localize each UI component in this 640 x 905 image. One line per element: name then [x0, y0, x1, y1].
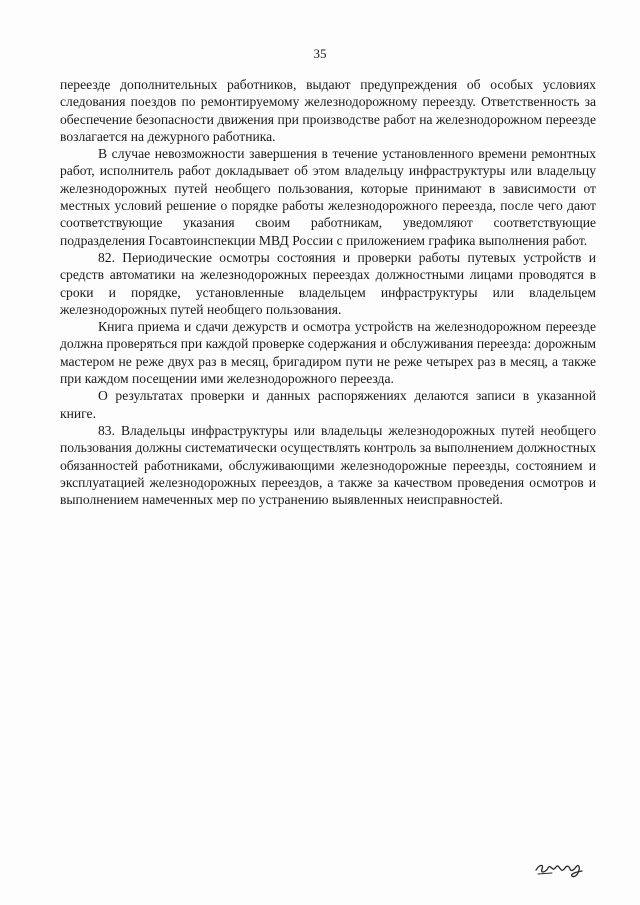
paragraph-inspection-records: О результатах проверки и данных распоряжениях делаются записи в указанной книге. [60, 388, 596, 421]
paragraph-duty-log-book: Книга приема и сдачи дежурств и осмотра устройств на железнодорожном переезде должна проверяться при каждой проверке содержания и обслуживания переезда: дорожным мастером не реже двух раз в месяц, бригадиром пути не реже четырех раз в месяц, а также при каждом посещении ими железнодорожного переезда. [60, 319, 596, 387]
paragraph-item-83: 83. Владельцы инфраструктуры или владельцы железнодорожных путей необщего пользования должны систематически осуществлять контроль за выполнением должностных обязанностей работниками, обслуживающими железнодорожные переезды, состоянием и эксплуатацией железнодорожных переездов, а также за качеством проведения осмотров и выполнением намеченных мер по устранению выявленных неисправностей. [60, 422, 596, 508]
paragraph-incomplete-repairs: В случае невозможности завершения в течение установленного времени ремонтных работ, исполнитель работ докладывает об этом владельцу инфраструктуры или владельцу железнодорожных путей необщего пользования, которые принимают в зависимости от местных условий решение о порядке работы железнодорожного переезда, после чего дают соответствующие указания своим работникам, уведомляют соответствующие подразделения Госавтоинспекции МВД России с приложением графика выполнения работ. [60, 146, 596, 248]
document-body [60, 76, 596, 508]
page-number: 35 [313, 46, 327, 61]
paragraph-continuation: переезде дополнительных работников, выдают предупреждения об особых условиях следования поездов по ремонтируемому железнодорожному переезду. Ответственность за обеспечение безопасности движения при производстве работ на железнодорожном переезде возлагается на дежурного работника. [60, 77, 596, 144]
handwritten-initials [532, 852, 592, 880]
paragraph-item-82: 82. Периодические осмотры состояния и проверки работы путевых устройств и средств автоматики на железнодорожных переездах должностными лицами проводятся в сроки и порядке, установленные владельцем инфраструктуры или владельцем железнодорожных путей необщего пользования. [60, 249, 596, 317]
